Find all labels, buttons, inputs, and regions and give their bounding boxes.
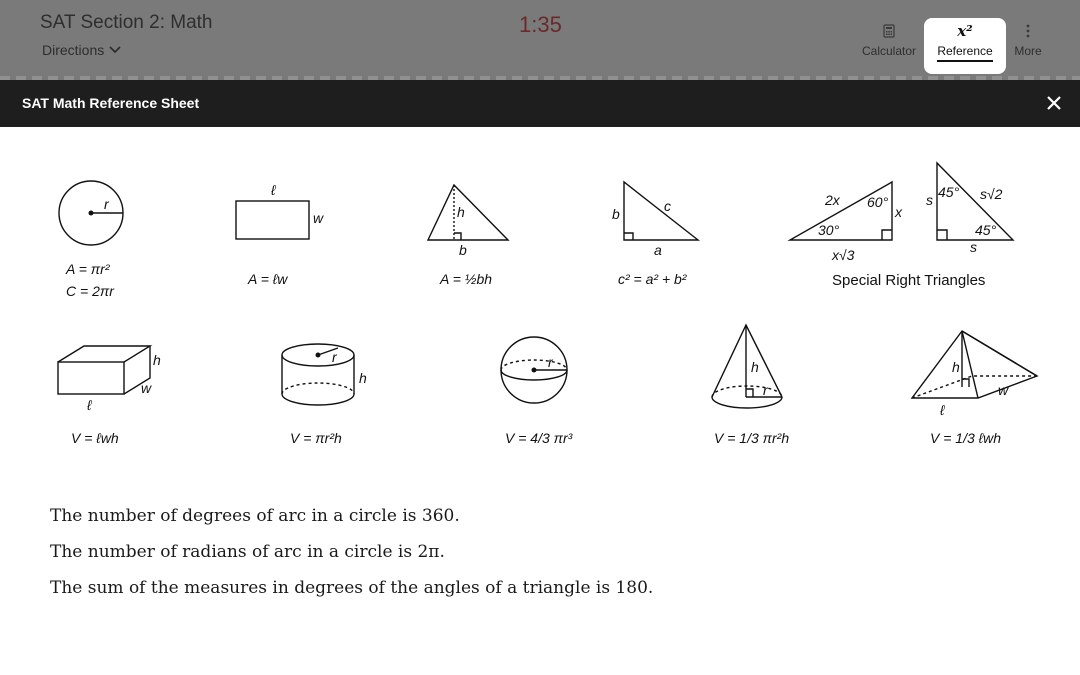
directions-label: Directions xyxy=(42,42,105,58)
special-2x-label: 2x xyxy=(825,192,840,208)
special-x-root3-label: x√3 xyxy=(832,247,855,263)
rect-l-label: ℓ xyxy=(271,182,276,198)
reference-button[interactable] xyxy=(924,18,1006,74)
special-triangle-30-60-90 xyxy=(790,182,892,240)
reference-sheet-titlebar xyxy=(0,80,1080,127)
rect-area-formula: A = ℓw xyxy=(248,271,288,287)
pyramid-l-label: ℓ xyxy=(940,402,945,418)
cone-volume-formula: V = 1/3 πr²h xyxy=(714,430,790,446)
sphere-volume-formula: V = 4/3 πr³ xyxy=(505,430,573,446)
circle-circumference-formula: C = 2πr xyxy=(66,283,114,299)
special-triangles-caption: Special Right Triangles xyxy=(832,272,986,289)
fact-radians: The number of radians of arc in a circle is 2π. xyxy=(50,542,445,562)
circle-area-formula: A = πr² xyxy=(66,261,110,277)
cone-r-label: r xyxy=(763,382,768,398)
right-triangle-figure xyxy=(624,182,698,240)
pyramid-h-label: h xyxy=(952,359,960,375)
special-60-label: 60° xyxy=(867,194,889,210)
special-45a-label: 45° xyxy=(938,184,960,200)
directions-toggle[interactable] xyxy=(42,42,122,58)
calculator-icon xyxy=(856,18,922,44)
pyramid-figure xyxy=(912,331,1037,398)
more-label: More xyxy=(1014,44,1042,58)
fact-degrees: The number of degrees of arc in a circle is 360. xyxy=(50,506,460,526)
box-h-label: h xyxy=(153,352,161,368)
pyramid-volume-formula: V = 1/3 ℓwh xyxy=(930,430,1002,446)
reference-sheet-title: SAT Math Reference Sheet xyxy=(22,95,200,111)
pythagorean-formula: c² = a² + b² xyxy=(618,271,687,287)
chevron-down-icon xyxy=(108,43,122,57)
rt-a-label: a xyxy=(654,242,662,258)
cyl-r-label: r xyxy=(332,349,337,365)
special-s-bottom-label: s xyxy=(970,239,977,255)
rt-b-label: b xyxy=(612,206,620,222)
sphere-r-label: r xyxy=(548,354,553,370)
rt-c-label: c xyxy=(664,198,671,214)
timer: 1:35 xyxy=(519,12,562,37)
calculator-button[interactable] xyxy=(856,18,922,74)
tri-h-label: h xyxy=(457,204,465,220)
calculator-label: Calculator xyxy=(861,44,917,58)
box-w-label: w xyxy=(141,380,152,396)
special-x-label: x xyxy=(895,204,902,220)
cyl-h-label: h xyxy=(359,370,367,386)
cone-h-label: h xyxy=(751,359,759,375)
reference-figures xyxy=(0,127,1080,467)
rect-w-label: w xyxy=(313,210,324,226)
cyl-volume-formula: V = πr²h xyxy=(290,430,342,446)
special-30-label: 30° xyxy=(818,222,840,238)
special-s-root2-label: s√2 xyxy=(980,186,1003,202)
box-l-label: ℓ xyxy=(87,397,92,413)
special-s-left-label: s xyxy=(926,192,933,208)
close-button[interactable] xyxy=(1042,91,1066,115)
special-45b-label: 45° xyxy=(975,222,997,238)
tri-area-formula: A = ½bh xyxy=(440,271,493,287)
rectangle-figure xyxy=(236,201,309,239)
box-volume-formula: V = ℓwh xyxy=(71,430,119,446)
tri-b-label: b xyxy=(459,242,467,258)
close-icon xyxy=(1042,91,1066,115)
circle-r-label: r xyxy=(104,196,109,212)
more-button[interactable] xyxy=(1008,18,1048,74)
reference-icon: x² xyxy=(957,22,973,40)
section-title: SAT Section 2: Math xyxy=(40,12,213,33)
reference-facts xyxy=(50,505,653,613)
reference-label: Reference xyxy=(937,44,993,58)
triangle-figure xyxy=(428,185,508,240)
cone-figure xyxy=(712,325,782,408)
app-header xyxy=(0,0,1080,80)
pyramid-w-label: w xyxy=(998,382,1009,398)
fact-triangle-sum: The sum of the measures in degrees of the angles of a triangle is 180. xyxy=(50,578,654,598)
box-figure xyxy=(58,346,150,394)
more-vertical-icon xyxy=(1008,18,1048,44)
